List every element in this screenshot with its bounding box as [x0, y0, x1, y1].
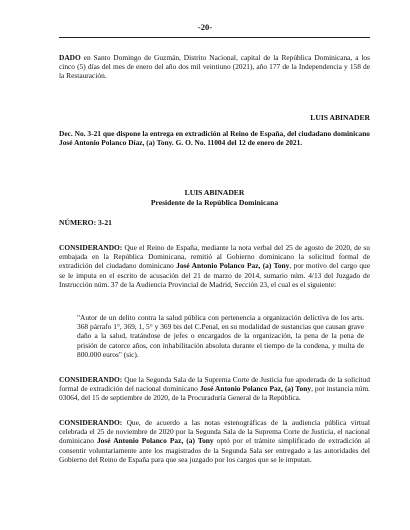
signer-name: LUIS ABINADER: [310, 113, 370, 122]
considerando-3: [59, 418, 370, 464]
considerando-3-name: José Antonio Polanco Paz, (a) Tony: [96, 436, 214, 446]
decree-reference: Dec. No. 3-21 que dispone la entrega en extradición al Reino de España, del ciudadano dominicano José Antonio Polanco Díaz, (a) Tony. G. O. No. 11004 del 12 de enero de 2021.: [59, 129, 370, 148]
considerando-3-text-b: optó por el trámite simplificado de extradición al consentir voluntariamente ante los magistrados de la Segunda Sala ser entregado a las autoridades del Gobierno del Reino de España para que sea juzgado por los cargos que se le imputan.: [59, 436, 370, 464]
page-number: -20-: [197, 22, 213, 32]
header-rule: [59, 37, 370, 38]
accusation-quote: "Autor de un delito contra la salud pública con pertenencia a organización delictiva de los arts. 368 párrafo 1°, 369, 1, 5° y 369 bis del C.Penal, en su modalidad de sustancias que causan grave daño a la salud, tratándose de jefes o encargados de la organización, la pena de la pena de prisión de catorce años, con inhabilitación absoluta durante el tiempo de la condena, y multa de 800.000 euros" (sic).: [77, 313, 364, 359]
considerando-1: [59, 243, 370, 289]
considerando-2-text-b: , por instancia núm. 03064, del 15 de septiembre de 2020, de la Procuraduría General de la República.: [59, 384, 371, 403]
considerando-2-name: José Antonio Polanco Paz, (a) Tony: [199, 384, 312, 394]
dado-text: en Santo Domingo de Guzmán, Distrito Nacional, capital de la República Dominicana, a los cinco (5) días del mes de enero del año dos mil veintiuno (2021), año 177 de la Independencia y 158 de la Restauración.: [59, 53, 370, 81]
considerando-1-text-a: Que el Reino de España, mediante la nota verbal del 25 de agosto de 2020, de su embajada en la República Dominicana, remitió al Gobierno dominicano la solicitud formal de extradición del ciudadano dominicano: [59, 243, 370, 271]
considerando-1-text-b: , por motivo del cargo que se le imputa en el escrito de acusación del 21 de marzo de 2014, sumario núm. 4/13 del Juzgado de Instrucción núm. 37 de la Audiencia Provincial de Madrid, Sección 23, el cual es el siguiente:: [59, 261, 370, 289]
considerando-2-text-a: Que la Segunda Sala de la Suprema Corte de Justicia fue apoderada de la solicitud formal de extradición del nacional dominicano: [59, 375, 370, 394]
header-title: Presidente de la República Dominicana: [150, 197, 279, 207]
header-name: LUIS ABINADER: [184, 188, 245, 197]
dado-label: DADO: [59, 53, 81, 62]
considerando-1-label: CONSIDERANDO:: [59, 243, 123, 252]
considerando-3-label: CONSIDERANDO:: [59, 418, 123, 427]
header-block: [59, 188, 370, 207]
decree-number: NÚMERO: 3-21: [59, 218, 112, 227]
considerando-3-text-a: Que, de acuerdo a las notas estenográficas de la audiencia pública virtual celebrada el 25 de noviembre de 2020 por la Segunda Sala de la Suprema Corte de Justicia, el nacional dominicano: [59, 418, 370, 446]
considerando-2: [59, 375, 370, 403]
dado-paragraph: [59, 53, 370, 81]
considerando-1-name: José Antonio Polanco Paz, (a) Tony: [176, 261, 290, 271]
considerando-2-label: CONSIDERANDO:: [59, 375, 123, 384]
